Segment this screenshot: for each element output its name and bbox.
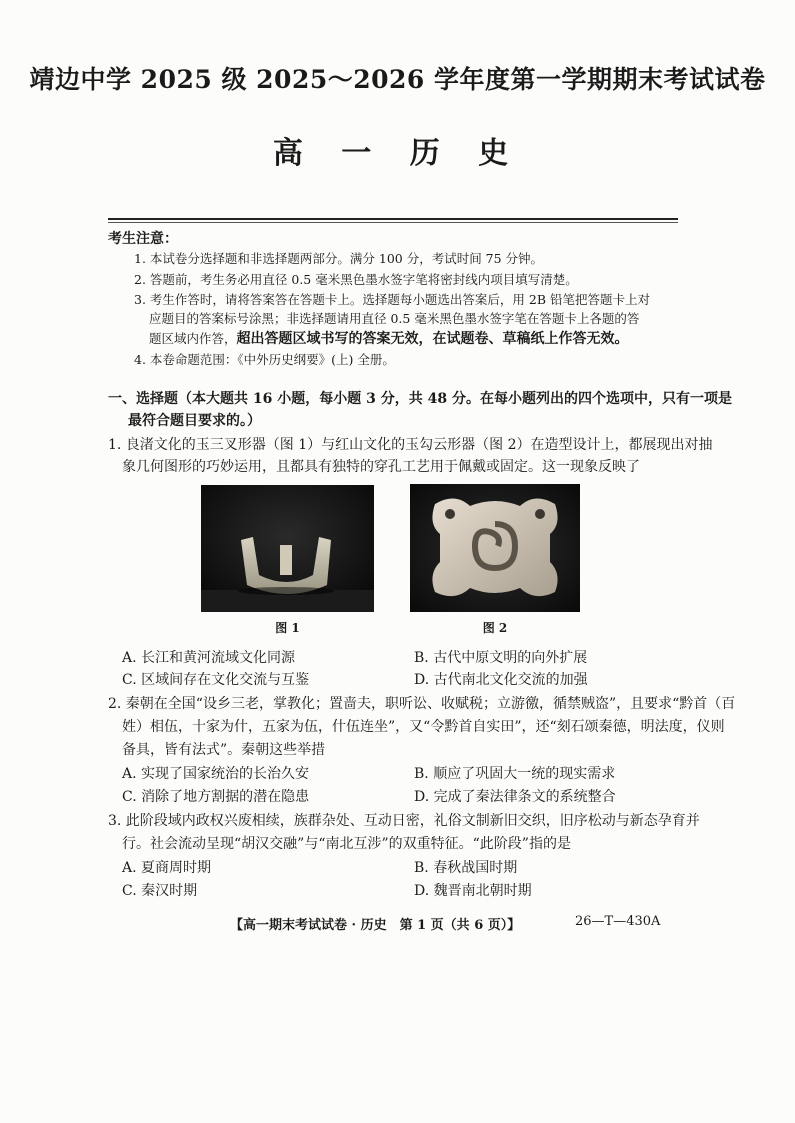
q2-option-b: B. 顺应了巩固大一统的现实需求 — [414, 766, 616, 782]
notice-heading: 考生注意： — [108, 231, 178, 247]
q2-stem-cont2: 备具，皆有法式”。秦朝这些举措 — [122, 742, 326, 758]
jade-cloud-image — [410, 484, 580, 612]
header-rule — [108, 218, 678, 220]
notice-warning: 超出答题区域书写的答案无效，在试题卷、草稿纸上作答无效。 — [236, 331, 629, 347]
q1-stem-cont: 象几何图形的巧妙运用，且都具有独特的穿孔工艺用于佩戴或固定。这一现象反映了 — [122, 459, 640, 475]
figure-2-caption: 图 2 — [482, 621, 508, 635]
q1-option-d: D. 古代南北文化交流的加强 — [414, 672, 588, 688]
notice-item-4: 4. 本卷命题范围：《中外历史纲要》(上) 全册。 — [134, 352, 395, 367]
header-rule-thin — [108, 222, 678, 223]
q2-option-a: A. 实现了国家统治的长治久安 — [122, 766, 310, 782]
notice-item-3: 3. 考生作答时，请将答案答在答题卡上。选择题每小题选出答案后，用 2B 铅笔把答题卡上对 — [134, 292, 650, 307]
q3-option-c: C. 秦汉时期 — [122, 883, 198, 899]
figure-1-caption: 图 1 — [275, 621, 300, 635]
figure-2-jade-cloud — [410, 484, 580, 612]
notice-item-3-prefix: 题区域内作答， — [149, 331, 237, 346]
paper-code: 26—T—430A — [575, 914, 661, 929]
subject-title: 高 一 历 史 — [272, 136, 523, 171]
q1-stem: 1. 良渚文化的玉三叉形器（图 1）与红山文化的玉勾云形器（图 2）在造型设计上，都展现出对抽 — [108, 437, 713, 453]
q3-option-a: A. 夏商周时期 — [122, 860, 212, 876]
q2-stem-cont: 姓）相伍，十家为什，五家为伍，什伍连坐”，又“令黔首自实田”，还“刻石颂秦德，明法度，仪则 — [122, 719, 725, 735]
section-heading-cont: 最符合题目要求的。） — [128, 413, 261, 429]
q3-option-b: B. 春秋战国时期 — [414, 860, 518, 876]
section-heading: 一、选择题（本大题共 16 小题，每小题 3 分，共 48 分。在每小题列出的四个选项中，只有一项是 — [108, 391, 732, 407]
q1-option-b: B. 古代中原文明的向外扩展 — [414, 650, 588, 666]
jade-trident-image — [201, 485, 374, 612]
q3-stem-cont: 行。社会流动呈现“胡汉交融”与“南北互涉”的双重特征。“此阶段”指的是 — [122, 836, 571, 852]
q1-option-a: A. 长江和黄河流域文化同源 — [122, 650, 296, 666]
notice-item-2: 2. 答题前，考生务必用直径 0.5 毫米黑色墨水签字笔将密封线内项目填写清楚。 — [134, 272, 578, 287]
q2-stem: 2. 秦朝在全国“设乡三老，掌教化；置啬夫，职听讼、收赋税；立游徼，循禁贼盗”，且要求“黔首（百 — [108, 696, 736, 712]
page-footer: 【高一期末考试试卷 · 历史 第 1 页（共 6 页）】 — [230, 918, 521, 933]
q3-option-d: D. 魏晋南北朝时期 — [414, 883, 532, 899]
notice-item-3-cont: 应题目的答案标号涂黑；非选择题请用直径 0.5 毫米黑色墨水签字笔在答题卡上各题的答 — [149, 311, 640, 326]
figure-1-jade-trident — [201, 485, 374, 612]
notice-item-1: 1. 本试卷分选择题和非选择题两部分。满分 100 分，考试时间 75 分钟。 — [134, 251, 544, 266]
q3-stem: 3. 此阶段域内政权兴废相续，族群杂处、互动日密，礼俗文制新旧交织，旧序松动与新态孕育并 — [108, 813, 700, 829]
q2-option-c: C. 消除了地方割据的潜在隐患 — [122, 789, 310, 805]
exam-title: 靖边中学 2025 级 2025～2026 学年度第一学期期末考试试卷 — [29, 65, 766, 94]
q1-option-c: C. 区域间存在文化交流与互鉴 — [122, 672, 310, 688]
notice-item-3-cont2 — [149, 328, 629, 348]
q2-option-d: D. 完成了秦法律条文的系统整合 — [414, 789, 616, 805]
